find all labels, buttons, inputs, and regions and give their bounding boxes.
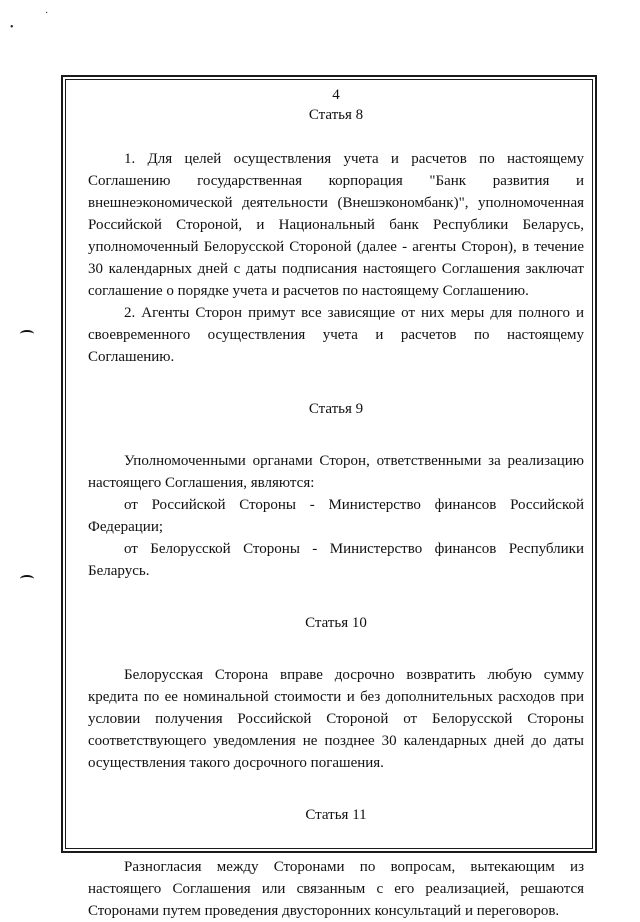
article [88, 398, 584, 582]
scan-dot: · [45, 8, 49, 19]
paragraph: Разногласия между Сторонами по вопросам, вытекающим из настоящего Соглашения или связанным с его реализацией, решаются Сторонами путем проведения двусторонних консультаций и переговоров. [88, 859, 584, 919]
paragraph: Уполномоченными органами Сторон, ответственными за реализацию настоящего Соглашения, являются: [88, 453, 584, 491]
paragraph: 2. Агенты Сторон примут все зависящие от них меры для полного и своевременного осуществления учета и расчетов по настоящему Соглашению. [88, 305, 584, 365]
article-title: Статья 11 [305, 807, 367, 823]
punch-hole-mark [20, 575, 34, 583]
scan-dot: • [10, 22, 14, 33]
document-body [88, 84, 584, 922]
punch-hole-mark [20, 330, 34, 338]
paragraph: от Белорусской Стороны - Министерство финансов Республики Беларусь. [88, 541, 584, 579]
article-title: Статья 10 [305, 615, 367, 631]
article-title: Статья 8 [308, 107, 364, 123]
article [88, 104, 584, 368]
paragraph: от Российской Стороны - Министерство финансов Российской Федерации; [88, 497, 584, 535]
paragraph: 1. Для целей осуществления учета и расчетов по настоящему Соглашению государственная корпорация "Банк развития и внешнеэкономической деятельности (Внешэкономбанк)", уполномоченная Российской Стороной, и Национальный банк Республики Беларусь, уполномоченный Белорусской Стороной (далее - агенты Сторон), в течение 30 календарных дней с даты подписания настоящего Соглашения заключат соглашение о порядке учета и расчетов по настоящему Соглашению. [88, 151, 584, 299]
page-number: 4 [332, 87, 340, 103]
article [88, 612, 584, 774]
article [88, 804, 584, 922]
paragraph: Белорусская Сторона вправе досрочно возвратить любую сумму кредита по ее номинальной стоимости и без дополнительных расходов при условии получения Российской Стороной от Белорусской Стороны соответствующего уведомления не позднее 30 календарных дней до даты осуществления такого досрочного погашения. [88, 667, 584, 771]
article-title: Статья 9 [308, 401, 364, 417]
